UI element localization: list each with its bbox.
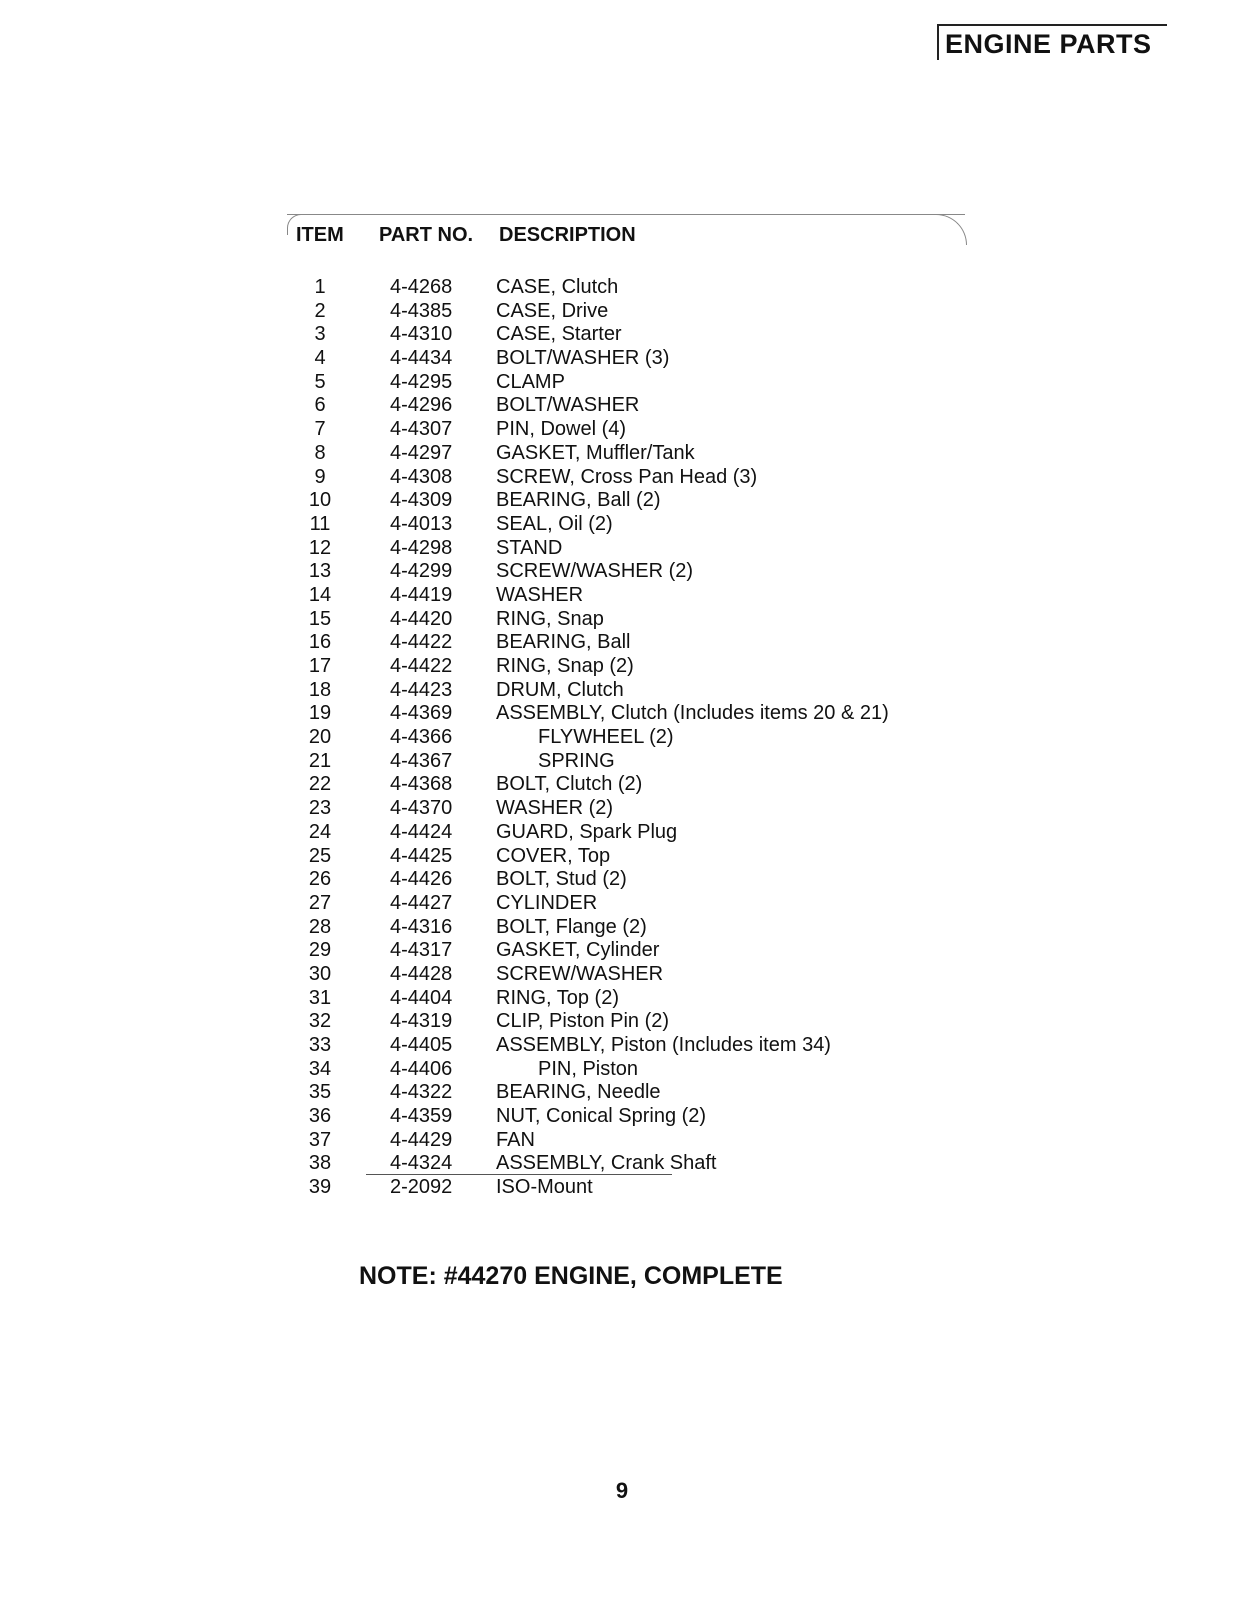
table-row [0, 489, 1237, 513]
part-description: COVER, Top [496, 844, 611, 867]
item-number: 7 [314, 418, 326, 441]
table-row [0, 1152, 1237, 1176]
part-description: WASHER (2) [496, 797, 614, 820]
part-description: CYLINDER [496, 891, 598, 914]
table-row [0, 608, 1237, 632]
part-number: 4-4370 [390, 797, 453, 820]
item-number: 28 [308, 915, 332, 938]
table-row [0, 655, 1237, 679]
table-row [0, 394, 1237, 418]
table-row [0, 845, 1237, 869]
column-header-part-no: PART NO. [379, 224, 474, 246]
part-description: PIN, Dowel (4) [496, 418, 627, 441]
item-number: 2 [314, 299, 326, 322]
part-description: BOLT/WASHER [496, 394, 640, 417]
part-description: GASKET, Muffler/Tank [496, 441, 695, 464]
part-number: 4-4422 [390, 655, 453, 677]
item-number: 23 [308, 797, 332, 820]
item-number: 13 [308, 560, 332, 583]
table-row [0, 276, 1237, 300]
table-row [0, 418, 1237, 442]
part-description: SCREW/WASHER [496, 962, 664, 985]
part-number: 4-4322 [390, 1081, 453, 1104]
part-description: DRUM, Clutch [496, 678, 624, 701]
table-row [0, 631, 1237, 655]
part-number: 4-4369 [390, 702, 453, 725]
item-number: 11 [309, 512, 331, 535]
item-number: 27 [308, 891, 332, 914]
part-number: 4-4297 [390, 441, 453, 464]
item-number: 14 [308, 583, 332, 606]
part-description: SCREW, Cross Pan Head (3) [496, 465, 758, 488]
page-number: 9 [615, 1478, 629, 1503]
part-number: 4-4406 [390, 1057, 453, 1080]
part-number: 4-4366 [390, 726, 453, 749]
item-number: 17 [308, 655, 332, 677]
part-description: BOLT, Stud (2) [496, 868, 627, 891]
part-description: BOLT/WASHER (3) [496, 347, 670, 370]
item-number: 5 [314, 370, 326, 393]
table-row [0, 1129, 1237, 1153]
part-number: 4-4316 [390, 915, 453, 938]
item-number: 32 [308, 1010, 332, 1033]
part-number: 4-4424 [390, 820, 453, 843]
table-row [0, 537, 1237, 561]
part-description: ISO-Mount [496, 1176, 593, 1199]
item-number: 24 [308, 820, 332, 843]
item-number: 18 [308, 678, 332, 701]
part-description: FLYWHEEL (2) [538, 726, 674, 749]
part-description: STAND [496, 536, 563, 559]
engine-complete-note: NOTE: #44270 ENGINE, COMPLETE [359, 1262, 783, 1290]
item-number: 39 [308, 1176, 332, 1199]
part-description: GUARD, Spark Plug [496, 820, 678, 843]
part-description: CASE, Clutch [496, 276, 619, 298]
item-number: 20 [308, 726, 332, 749]
column-header-description: DESCRIPTION [499, 224, 636, 246]
table-row [0, 679, 1237, 703]
table-row [0, 371, 1237, 395]
part-description: RING, Snap [496, 607, 604, 630]
item-number: 4 [314, 347, 326, 370]
item-number: 9 [314, 465, 326, 488]
part-number: 4-4309 [390, 489, 453, 512]
item-number: 31 [308, 986, 332, 1009]
table-row [0, 702, 1237, 726]
table-row [0, 797, 1237, 821]
part-description: GASKET, Cylinder [496, 939, 660, 962]
part-number: 4-4429 [390, 1128, 453, 1151]
row-divider [366, 1174, 672, 1175]
part-description: ASSEMBLY, Piston (Includes item 34) [496, 1034, 831, 1056]
part-number: 4-4359 [390, 1105, 453, 1128]
parts-list [0, 276, 1237, 1200]
item-number: 21 [308, 749, 332, 772]
part-description: BOLT, Flange (2) [496, 915, 647, 938]
part-description: CLAMP [496, 370, 565, 393]
part-description: RING, Snap (2) [496, 655, 634, 677]
table-row [0, 300, 1237, 324]
table-row [0, 726, 1237, 750]
item-number: 25 [308, 844, 332, 867]
part-number: 4-4385 [390, 299, 453, 322]
table-row [0, 821, 1237, 845]
part-number: 4-4298 [390, 536, 453, 559]
item-number: 22 [308, 773, 332, 796]
item-number: 3 [314, 323, 326, 346]
part-number: 4-4425 [390, 844, 453, 867]
table-row [0, 323, 1237, 347]
item-number: 33 [308, 1034, 332, 1056]
table-row [0, 1058, 1237, 1082]
part-description: ASSEMBLY, Crank Shaft [496, 1152, 717, 1175]
part-number: 4-4324 [390, 1152, 453, 1175]
part-description: NUT, Conical Spring (2) [496, 1105, 707, 1128]
part-number: 4-4422 [390, 631, 453, 654]
table-row [0, 442, 1237, 466]
item-number: 29 [308, 939, 332, 962]
part-number: 4-4310 [390, 323, 453, 346]
part-description: CASE, Drive [496, 299, 609, 322]
part-description: FAN [496, 1128, 535, 1151]
item-number: 35 [308, 1081, 332, 1104]
part-number: 4-4367 [390, 749, 453, 772]
table-row [0, 987, 1237, 1011]
part-number: 2-2092 [390, 1176, 453, 1199]
table-row [0, 466, 1237, 490]
part-number: 4-4299 [390, 560, 453, 583]
table-row [0, 1034, 1237, 1058]
part-number: 4-4426 [390, 868, 453, 891]
table-row [0, 750, 1237, 774]
part-number: 4-4307 [390, 418, 453, 441]
part-number: 4-4420 [390, 607, 453, 630]
table-row [0, 1010, 1237, 1034]
item-number: 15 [308, 607, 332, 630]
part-number: 4-4419 [390, 583, 453, 606]
table-row [0, 513, 1237, 537]
part-number: 4-4434 [390, 347, 453, 370]
part-description: SPRING [538, 749, 615, 772]
table-row [0, 963, 1237, 987]
part-description: CLIP, Piston Pin (2) [496, 1010, 670, 1033]
part-number: 4-4404 [390, 986, 453, 1009]
table-row [0, 939, 1237, 963]
item-number: 12 [308, 536, 332, 559]
table-row [0, 892, 1237, 916]
item-number: 26 [308, 868, 332, 891]
part-number: 4-4308 [390, 465, 453, 488]
table-row [0, 1105, 1237, 1129]
table-row [0, 916, 1237, 940]
item-number: 37 [308, 1128, 332, 1151]
part-description: PIN, Piston [538, 1057, 639, 1080]
column-header-item: ITEM [296, 224, 344, 246]
part-description: BOLT, Clutch (2) [496, 773, 643, 796]
part-number: 4-4296 [390, 394, 453, 417]
part-number: 4-4319 [390, 1010, 453, 1033]
part-description: BEARING, Ball (2) [496, 489, 661, 512]
part-description: BEARING, Needle [496, 1081, 661, 1104]
item-number: 36 [308, 1105, 332, 1128]
part-description: SEAL, Oil (2) [496, 512, 613, 535]
part-description: ASSEMBLY, Clutch (Includes items 20 & 21) [496, 702, 889, 725]
item-number: 6 [314, 394, 326, 417]
part-description: BEARING, Ball [496, 631, 631, 654]
item-number: 30 [308, 962, 332, 985]
table-row [0, 773, 1237, 797]
item-number: 16 [308, 631, 332, 654]
part-number: 4-4317 [390, 939, 453, 962]
part-description: WASHER [496, 583, 584, 606]
table-row [0, 584, 1237, 608]
table-row [0, 1081, 1237, 1105]
item-number: 8 [314, 441, 326, 464]
part-description: CASE, Starter [496, 323, 622, 346]
part-number: 4-4427 [390, 891, 453, 914]
part-description: SCREW/WASHER (2) [496, 560, 694, 583]
item-number: 38 [308, 1152, 332, 1175]
table-row [0, 560, 1237, 584]
part-number: 4-4013 [390, 512, 453, 535]
part-number: 4-4268 [390, 276, 453, 298]
item-number: 10 [308, 489, 332, 512]
part-number: 4-4295 [390, 370, 453, 393]
item-number: 19 [308, 702, 332, 725]
part-number: 4-4405 [390, 1034, 453, 1056]
table-row [0, 868, 1237, 892]
part-description: RING, Top (2) [496, 986, 619, 1009]
part-number: 4-4368 [390, 773, 453, 796]
table-row [0, 347, 1237, 371]
item-number: 1 [314, 276, 326, 298]
part-number: 4-4423 [390, 678, 453, 701]
part-number: 4-4428 [390, 962, 453, 985]
page-title: ENGINE PARTS [937, 24, 1167, 60]
item-number: 34 [308, 1057, 332, 1080]
table-row [0, 1176, 1237, 1200]
